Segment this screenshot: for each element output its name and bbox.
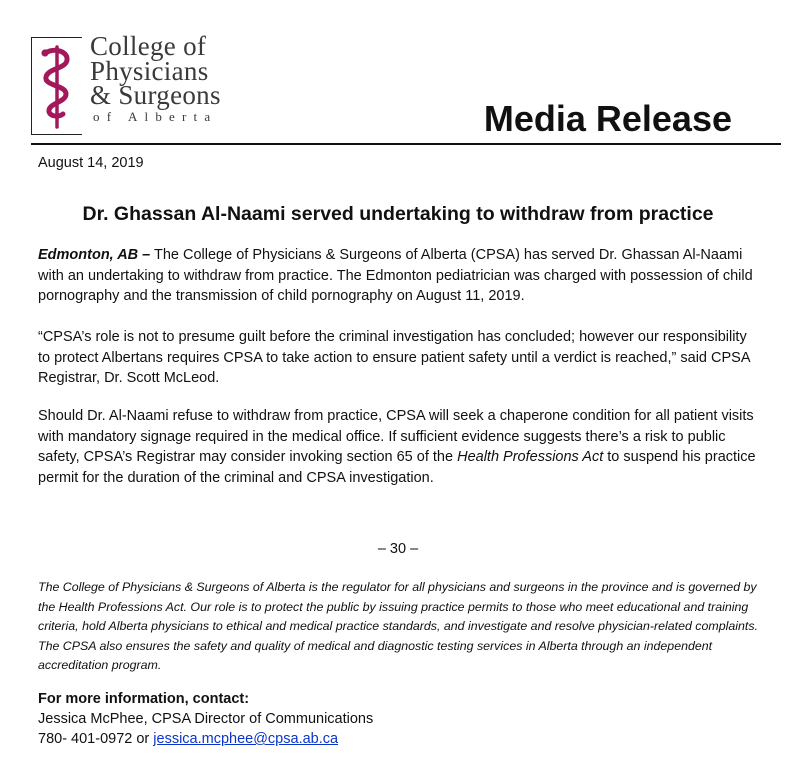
page-title: Media Release	[483, 98, 732, 139]
paragraph-consequence-start: Should Dr. Al-Naami refuse to withdraw from practice, CPSA will seek a chaperone condition for all patient visits with mandatory signage required in the medical office. If sufficient evidence suggests there’s a risk to public safety, CPSA’s Registrar may consider invoking section 65 of the	[38, 408, 754, 465]
boilerplate: The College of Physicians & Surgeons of Alberta is the regulator for all physicians and surgeons in the province and is governed by the Health Professions Act. Our role is to protect the public by issuing practice permits to those who meet educational and training criteria, hold Alberta physicians to ethical and medical practice standards, and investigate and resolve physician-related complaints. The CPSA also ensures the safety and quality of medical and diagnostic testing services in Alberta through an independent accreditation program.	[38, 580, 758, 672]
end-marker: – 30 –	[377, 541, 419, 557]
act-name: Health Professions Act	[457, 449, 604, 465]
logo-line-alberta: of Alberta	[93, 108, 218, 124]
dateline: Edmonton, AB –	[38, 247, 151, 263]
paragraph-intro	[38, 245, 758, 307]
paragraph-consequence-end: to suspend his practice permit for the duration of the criminal and CPSA investigation.	[38, 449, 756, 486]
logo-line-surgeons: & Surgeons	[90, 80, 221, 110]
contact-block	[38, 689, 373, 749]
header-divider	[31, 143, 781, 145]
logo-line-college: College of	[90, 31, 207, 61]
release-date: August 14, 2019	[38, 155, 144, 171]
contact-name: Jessica McPhee, CPSA Director of Communications	[38, 711, 374, 727]
logo-line-physicians: Physicians	[90, 55, 209, 86]
paragraph-quote: “CPSA’s role is not to presume guilt before the criminal investigation has concluded; however our responsibility to protect Albertans requires CPSA to take action to ensure patient safety until a verdict is reached,” said CPSA Registrar, Dr. Scott McLeod.	[38, 329, 750, 386]
contact-email-link[interactable]: jessica.mcphee@cpsa.ab.ca	[153, 731, 339, 747]
contact-phone-line	[38, 729, 373, 749]
paragraph-consequence	[38, 406, 758, 488]
headline: Dr. Ghassan Al-Naami served undertaking to withdraw from practice	[82, 203, 714, 225]
caduceus-logo-icon	[36, 43, 76, 129]
contact-phone: 780- 401-0972 or	[38, 731, 154, 747]
logo-wordmark	[90, 31, 221, 126]
contact-heading: For more information, contact:	[38, 691, 250, 707]
paragraph-intro-text: The College of Physicians & Surgeons of Alberta (CPSA) has served Dr. Ghassan Al-Naami with an undertaking to withdraw from practice. The Edmonton pediatrician was charged with possession of child pornography and the transmission of child pornography on August 11, 2019.	[38, 247, 753, 304]
